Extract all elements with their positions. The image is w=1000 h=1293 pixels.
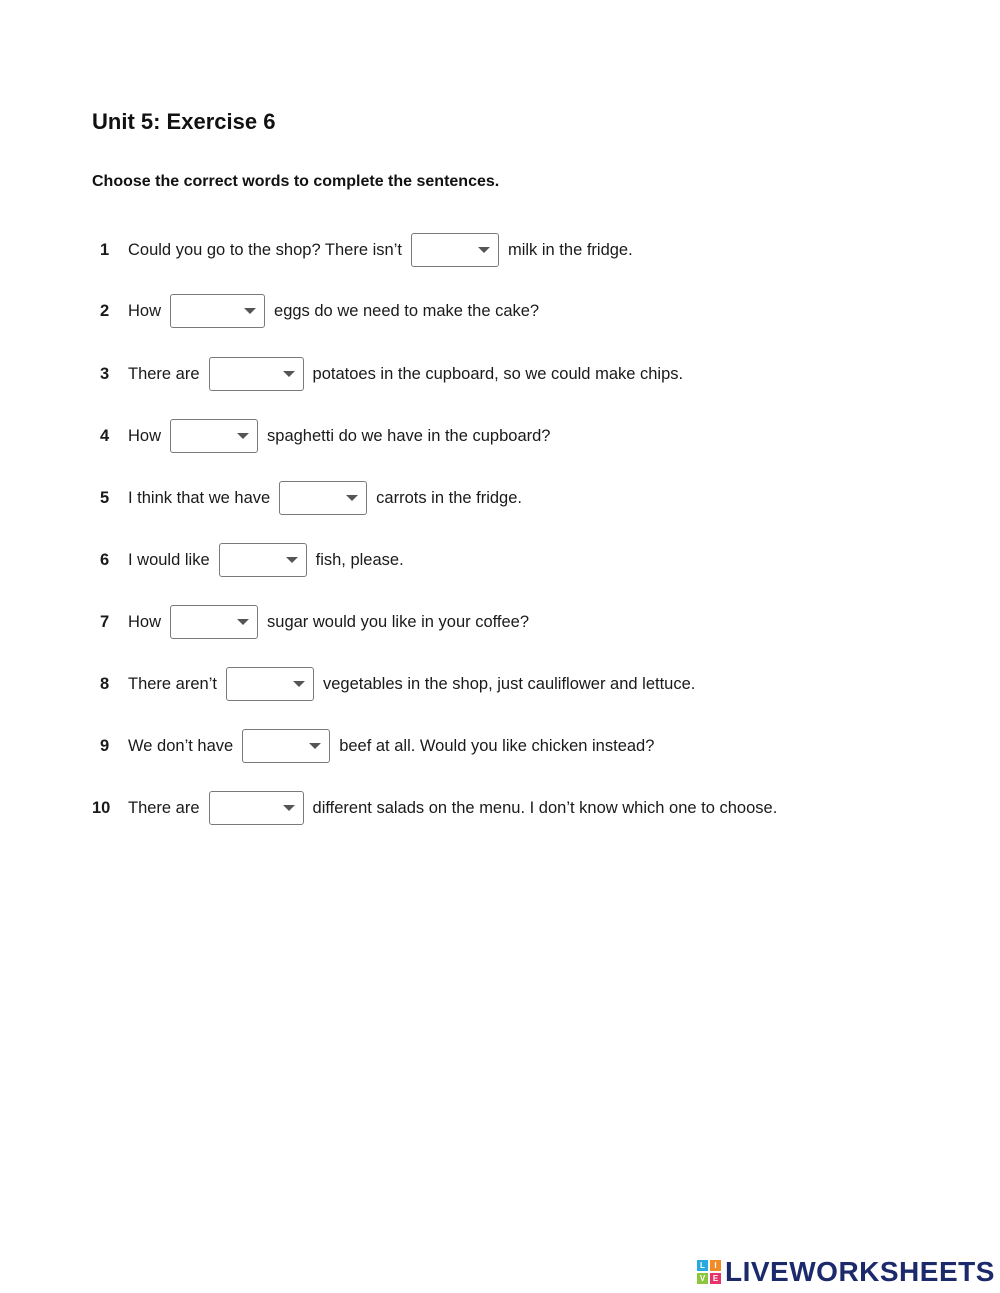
question-number: 9 bbox=[100, 736, 110, 755]
sentence-end: spaghetti do we have in the cupboard? bbox=[267, 426, 551, 445]
question-row bbox=[92, 480, 522, 516]
question-number: 2 bbox=[100, 301, 110, 320]
sentence-start: Could you go to the shop? There isn’t bbox=[128, 240, 402, 259]
question-number: 5 bbox=[100, 488, 110, 507]
question-row bbox=[92, 790, 777, 826]
logo-square: L bbox=[697, 1260, 708, 1271]
question-number: 1 bbox=[100, 240, 110, 259]
logo-square: I bbox=[710, 1260, 721, 1271]
dropdown-arrow-icon bbox=[346, 495, 358, 501]
dropdown-arrow-icon bbox=[478, 247, 490, 253]
answer-dropdown[interactable] bbox=[411, 233, 499, 267]
answer-dropdown[interactable] bbox=[279, 481, 367, 515]
logo-square: E bbox=[710, 1273, 721, 1284]
answer-dropdown[interactable] bbox=[219, 543, 307, 577]
sentence-start: I think that we have bbox=[128, 488, 271, 507]
sentence-end: potatoes in the cupboard, so we could make chips. bbox=[312, 364, 684, 383]
answer-dropdown[interactable] bbox=[226, 667, 314, 701]
logo-text: LIVEWORKSHEETS bbox=[725, 1256, 995, 1287]
answer-dropdown[interactable] bbox=[170, 605, 258, 639]
dropdown-arrow-icon bbox=[244, 308, 256, 314]
page-title: Unit 5: Exercise 6 bbox=[92, 109, 276, 134]
question-number: 10 bbox=[92, 798, 111, 817]
liveworksheets-logo[interactable] bbox=[697, 1257, 995, 1287]
dropdown-arrow-icon bbox=[237, 433, 249, 439]
instruction-text: Choose the correct words to complete the sentences. bbox=[92, 173, 500, 190]
question-number: 8 bbox=[100, 674, 110, 693]
answer-dropdown[interactable] bbox=[209, 357, 304, 391]
question-row bbox=[92, 542, 404, 578]
sentence-start: There are bbox=[128, 364, 200, 383]
sentence-end: carrots in the fridge. bbox=[376, 488, 522, 507]
dropdown-arrow-icon bbox=[283, 371, 295, 377]
question-row bbox=[92, 418, 550, 454]
dropdown-arrow-icon bbox=[283, 805, 295, 811]
answer-dropdown[interactable] bbox=[242, 729, 330, 763]
question-row bbox=[92, 232, 633, 268]
sentence-end: beef at all. Would you like chicken instead? bbox=[339, 736, 655, 755]
sentence-end: fish, please. bbox=[315, 550, 404, 569]
question-number: 3 bbox=[100, 364, 110, 383]
logo-square: V bbox=[697, 1273, 708, 1284]
sentence-start: How bbox=[128, 612, 162, 631]
question-row bbox=[92, 356, 683, 392]
answer-dropdown[interactable] bbox=[170, 294, 265, 328]
question-row bbox=[92, 728, 654, 764]
dropdown-arrow-icon bbox=[286, 557, 298, 563]
sentence-start: There are bbox=[128, 798, 200, 817]
question-number: 4 bbox=[100, 426, 110, 445]
dropdown-arrow-icon bbox=[237, 619, 249, 625]
sentence-start: I would like bbox=[128, 550, 210, 569]
sentence-start: How bbox=[128, 426, 162, 445]
dropdown-arrow-icon bbox=[293, 681, 305, 687]
sentence-end: eggs do we need to make the cake? bbox=[274, 301, 540, 320]
sentence-start: We don’t have bbox=[128, 736, 234, 755]
question-number: 6 bbox=[100, 550, 110, 569]
sentence-end: different salads on the menu. I don’t know which one to choose. bbox=[312, 798, 778, 817]
question-number: 7 bbox=[100, 612, 110, 631]
sentence-start: How bbox=[128, 301, 162, 320]
dropdown-arrow-icon bbox=[309, 743, 321, 749]
sentence-end: sugar would you like in your coffee? bbox=[267, 612, 530, 631]
answer-dropdown[interactable] bbox=[170, 419, 258, 453]
sentence-start: There aren’t bbox=[128, 674, 217, 693]
logo-squares-icon bbox=[697, 1260, 721, 1284]
answer-dropdown[interactable] bbox=[209, 791, 304, 825]
question-row bbox=[92, 293, 539, 329]
question-row bbox=[92, 666, 695, 702]
question-row bbox=[92, 604, 529, 640]
sentence-end: vegetables in the shop, just cauliflower and lettuce. bbox=[322, 674, 696, 693]
sentence-end: milk in the fridge. bbox=[507, 240, 633, 259]
